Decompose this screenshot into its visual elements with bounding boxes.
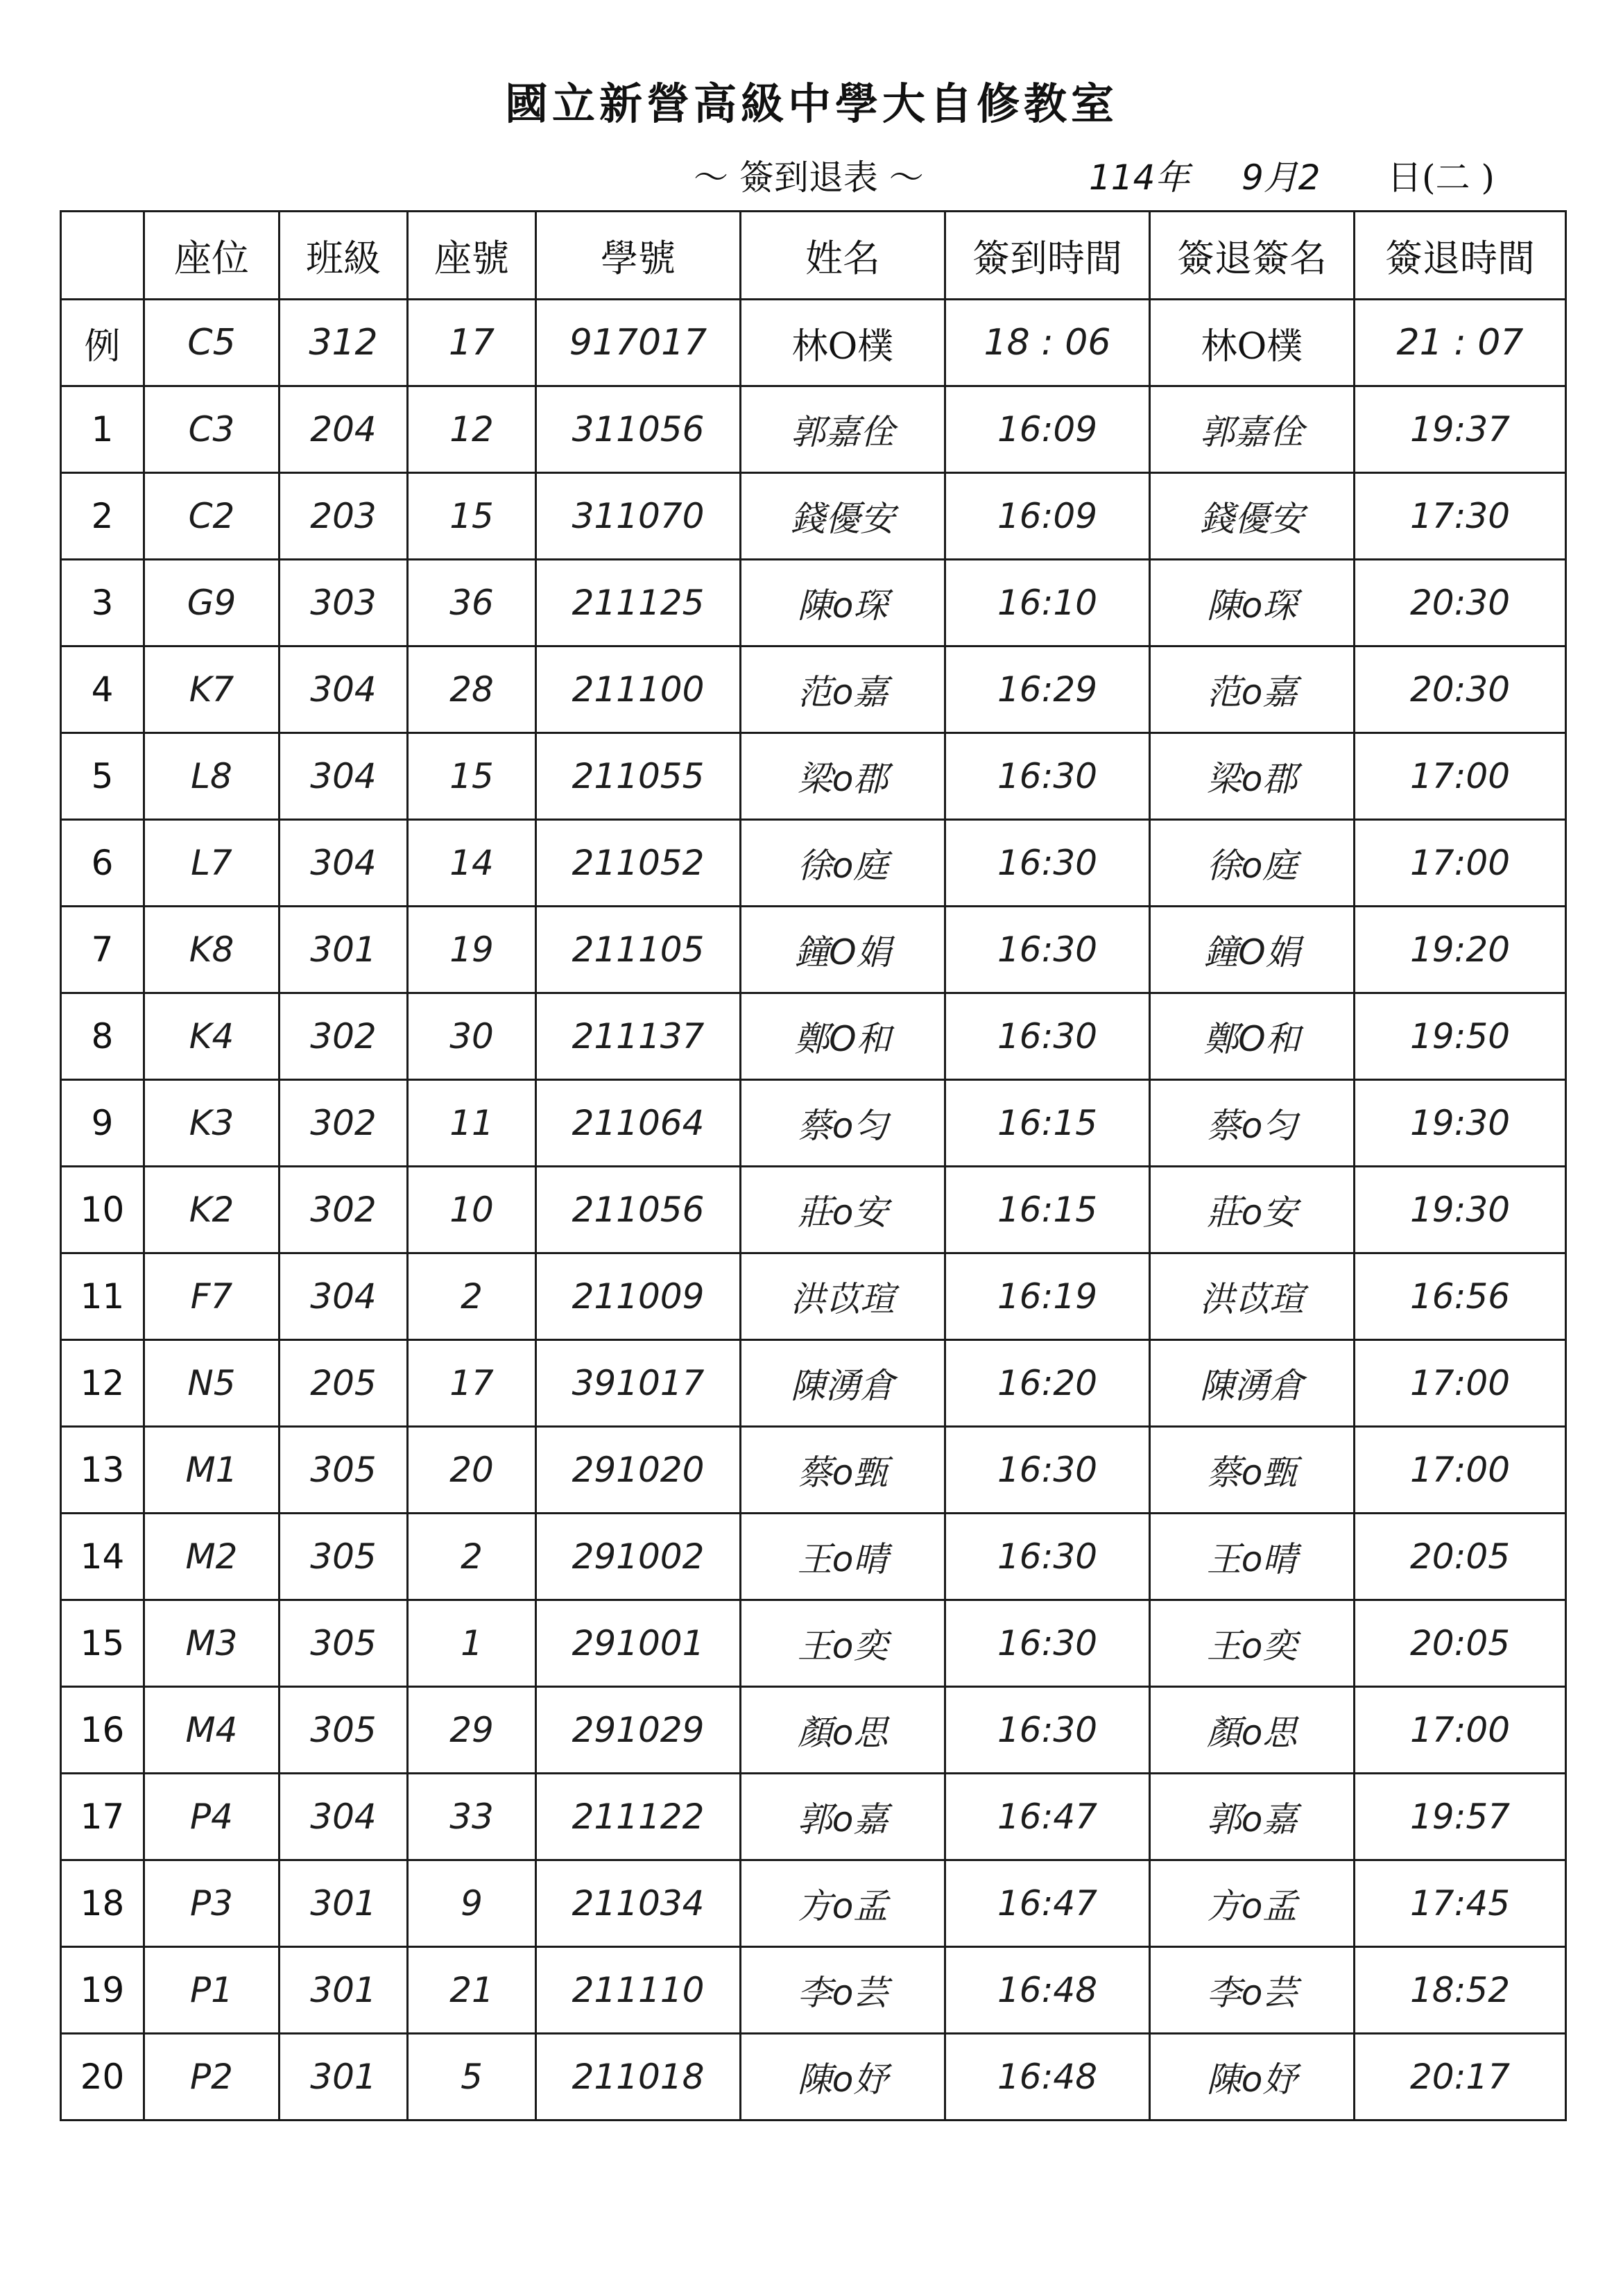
col-header-seat: 座位 bbox=[144, 212, 280, 300]
row-checkin: 16:30 bbox=[945, 1687, 1150, 1774]
row-name: 陳o琛 bbox=[741, 560, 945, 646]
col-header-checkin: 簽到時間 bbox=[945, 212, 1150, 300]
row-signout-name: 陳o妤 bbox=[1150, 2034, 1355, 2121]
row-checkin: 16:15 bbox=[945, 1080, 1150, 1167]
row-seat-no: 2 bbox=[408, 1514, 536, 1600]
row-checkout: 19:50 bbox=[1355, 993, 1566, 1080]
row-name: 莊o安 bbox=[741, 1167, 945, 1253]
row-seat-no: 12 bbox=[408, 386, 536, 473]
row-checkin: 16:48 bbox=[945, 1947, 1150, 2034]
row-class: 304 bbox=[280, 1774, 408, 1860]
col-header-class: 班級 bbox=[280, 212, 408, 300]
row-name: 鄭O和 bbox=[741, 993, 945, 1080]
row-seat-no: 30 bbox=[408, 993, 536, 1080]
row-no: 19 bbox=[61, 1947, 144, 2034]
row-name: 鐘O娟 bbox=[741, 907, 945, 993]
row-seat: K3 bbox=[144, 1080, 280, 1167]
row-signout-name: 顏o思 bbox=[1150, 1687, 1355, 1774]
table-row bbox=[61, 1167, 1566, 1253]
row-no: 6 bbox=[61, 820, 144, 907]
example-student-id: 917017 bbox=[536, 300, 741, 386]
table-row bbox=[61, 1340, 1566, 1427]
row-no: 4 bbox=[61, 646, 144, 733]
row-class: 302 bbox=[280, 1080, 408, 1167]
row-name: 范o嘉 bbox=[741, 646, 945, 733]
row-signout-name: 洪苡瑄 bbox=[1150, 1253, 1355, 1340]
row-no: 8 bbox=[61, 993, 144, 1080]
row-checkout: 19:57 bbox=[1355, 1774, 1566, 1860]
row-student-id: 291002 bbox=[536, 1514, 741, 1600]
row-signout-name: 鐘O娟 bbox=[1150, 907, 1355, 993]
row-student-id: 211018 bbox=[536, 2034, 741, 2121]
sheet-title: 國立新營高級中學大自修教室 bbox=[504, 78, 1118, 129]
row-seat-no: 14 bbox=[408, 820, 536, 907]
row-seat: G9 bbox=[144, 560, 280, 646]
row-name: 陳o妤 bbox=[741, 2034, 945, 2121]
row-seat-no: 29 bbox=[408, 1687, 536, 1774]
col-header-no bbox=[61, 212, 144, 300]
row-checkout: 17:00 bbox=[1355, 1687, 1566, 1774]
row-signout-name: 陳o琛 bbox=[1150, 560, 1355, 646]
row-student-id: 211055 bbox=[536, 733, 741, 820]
row-checkin: 16:30 bbox=[945, 1427, 1150, 1514]
row-signout-name: 徐o庭 bbox=[1150, 820, 1355, 907]
row-seat-no: 9 bbox=[408, 1860, 536, 1947]
row-student-id: 211137 bbox=[536, 993, 741, 1080]
row-no: 13 bbox=[61, 1427, 144, 1514]
row-name: 郭嘉佺 bbox=[741, 386, 945, 473]
date-day: 日(二 ) bbox=[1387, 157, 1495, 198]
row-student-id: 391017 bbox=[536, 1340, 741, 1427]
table-row bbox=[61, 993, 1566, 1080]
row-checkin: 16:30 bbox=[945, 907, 1150, 993]
row-student-id: 211056 bbox=[536, 1167, 741, 1253]
col-header-name: 姓名 bbox=[741, 212, 945, 300]
row-name: 郭o嘉 bbox=[741, 1774, 945, 1860]
row-checkout: 16:56 bbox=[1355, 1253, 1566, 1340]
row-seat: K4 bbox=[144, 993, 280, 1080]
row-checkout: 17:00 bbox=[1355, 1427, 1566, 1514]
row-class: 301 bbox=[280, 2034, 408, 2121]
row-seat: C3 bbox=[144, 386, 280, 473]
row-class: 305 bbox=[280, 1427, 408, 1514]
row-no: 3 bbox=[61, 560, 144, 646]
row-checkout: 17:00 bbox=[1355, 820, 1566, 907]
table-row bbox=[61, 1947, 1566, 2034]
row-no: 14 bbox=[61, 1514, 144, 1600]
row-no: 20 bbox=[61, 2034, 144, 2121]
row-no: 16 bbox=[61, 1687, 144, 1774]
table-row bbox=[61, 560, 1566, 646]
row-checkin: 16:15 bbox=[945, 1167, 1150, 1253]
table-row bbox=[61, 1600, 1566, 1687]
row-signout-name: 蔡o匀 bbox=[1150, 1080, 1355, 1167]
row-name: 陳湧倉 bbox=[741, 1340, 945, 1427]
row-checkout: 19:37 bbox=[1355, 386, 1566, 473]
row-seat: M4 bbox=[144, 1687, 280, 1774]
row-student-id: 211034 bbox=[536, 1860, 741, 1947]
row-seat-no: 17 bbox=[408, 1340, 536, 1427]
signin-table bbox=[60, 210, 1567, 2121]
row-seat: M1 bbox=[144, 1427, 280, 1514]
row-no: 2 bbox=[61, 473, 144, 560]
row-seat: M2 bbox=[144, 1514, 280, 1600]
row-student-id: 211105 bbox=[536, 907, 741, 993]
row-class: 305 bbox=[280, 1687, 408, 1774]
row-class: 301 bbox=[280, 907, 408, 993]
row-signout-name: 錢優安 bbox=[1150, 473, 1355, 560]
row-name: 王o奕 bbox=[741, 1600, 945, 1687]
row-checkin: 16:29 bbox=[945, 646, 1150, 733]
row-class: 304 bbox=[280, 733, 408, 820]
row-signout-name: 李o芸 bbox=[1150, 1947, 1355, 2034]
row-seat-no: 21 bbox=[408, 1947, 536, 2034]
table-row bbox=[61, 733, 1566, 820]
row-signout-name: 郭嘉佺 bbox=[1150, 386, 1355, 473]
row-student-id: 211122 bbox=[536, 1774, 741, 1860]
col-header-seat-no: 座號 bbox=[408, 212, 536, 300]
row-class: 301 bbox=[280, 1947, 408, 2034]
row-checkout: 20:05 bbox=[1355, 1514, 1566, 1600]
col-header-signout-name: 簽退簽名 bbox=[1150, 212, 1355, 300]
example-checkout: 21 : 07 bbox=[1355, 300, 1566, 386]
row-student-id: 311070 bbox=[536, 473, 741, 560]
row-class: 302 bbox=[280, 1167, 408, 1253]
table-row bbox=[61, 646, 1566, 733]
table-row bbox=[61, 1687, 1566, 1774]
header-row bbox=[61, 212, 1566, 300]
example-seat: C5 bbox=[144, 300, 280, 386]
date-month: 9月2 bbox=[1242, 157, 1321, 198]
row-seat: K7 bbox=[144, 646, 280, 733]
row-class: 305 bbox=[280, 1600, 408, 1687]
row-checkout: 19:30 bbox=[1355, 1167, 1566, 1253]
row-seat-no: 33 bbox=[408, 1774, 536, 1860]
row-seat-no: 5 bbox=[408, 2034, 536, 2121]
table-row bbox=[61, 1253, 1566, 1340]
row-seat-no: 1 bbox=[408, 1600, 536, 1687]
row-seat: F7 bbox=[144, 1253, 280, 1340]
example-class: 312 bbox=[280, 300, 408, 386]
row-checkout: 18:52 bbox=[1355, 1947, 1566, 2034]
row-class: 304 bbox=[280, 646, 408, 733]
row-student-id: 211064 bbox=[536, 1080, 741, 1167]
row-seat: P1 bbox=[144, 1947, 280, 2034]
row-class: 203 bbox=[280, 473, 408, 560]
row-name: 錢優安 bbox=[741, 473, 945, 560]
row-name: 方o孟 bbox=[741, 1860, 945, 1947]
row-seat-no: 36 bbox=[408, 560, 536, 646]
table-row bbox=[61, 820, 1566, 907]
row-seat: M3 bbox=[144, 1600, 280, 1687]
row-checkout: 17:00 bbox=[1355, 1340, 1566, 1427]
row-seat: L8 bbox=[144, 733, 280, 820]
row-signout-name: 郭o嘉 bbox=[1150, 1774, 1355, 1860]
row-checkin: 16:19 bbox=[945, 1253, 1150, 1340]
row-signout-name: 莊o安 bbox=[1150, 1167, 1355, 1253]
sheet-subtitle: ～ 簽到退表 ～ bbox=[694, 157, 924, 198]
row-signout-name: 王o奕 bbox=[1150, 1600, 1355, 1687]
row-seat-no: 20 bbox=[408, 1427, 536, 1514]
row-seat: K2 bbox=[144, 1167, 280, 1253]
row-student-id: 291001 bbox=[536, 1600, 741, 1687]
row-checkin: 16:09 bbox=[945, 386, 1150, 473]
row-seat: P4 bbox=[144, 1774, 280, 1860]
row-no: 12 bbox=[61, 1340, 144, 1427]
row-class: 304 bbox=[280, 820, 408, 907]
row-student-id: 291029 bbox=[536, 1687, 741, 1774]
row-seat: C2 bbox=[144, 473, 280, 560]
table-row bbox=[61, 386, 1566, 473]
row-class: 304 bbox=[280, 1253, 408, 1340]
row-checkout: 20:30 bbox=[1355, 646, 1566, 733]
example-seat-no: 17 bbox=[408, 300, 536, 386]
row-student-id: 291020 bbox=[536, 1427, 741, 1514]
row-no: 7 bbox=[61, 907, 144, 993]
row-checkin: 16:30 bbox=[945, 1514, 1150, 1600]
table-row bbox=[61, 1514, 1566, 1600]
example-row bbox=[61, 300, 1566, 386]
row-signout-name: 范o嘉 bbox=[1150, 646, 1355, 733]
row-checkin: 16:30 bbox=[945, 1600, 1150, 1687]
row-signout-name: 陳湧倉 bbox=[1150, 1340, 1355, 1427]
row-seat: P3 bbox=[144, 1860, 280, 1947]
table-row bbox=[61, 907, 1566, 993]
row-no: 5 bbox=[61, 733, 144, 820]
row-checkin: 16:47 bbox=[945, 1774, 1150, 1860]
row-seat-no: 19 bbox=[408, 907, 536, 993]
row-no: 9 bbox=[61, 1080, 144, 1167]
row-class: 305 bbox=[280, 1514, 408, 1600]
row-seat-no: 28 bbox=[408, 646, 536, 733]
example-checkin: 18 : 06 bbox=[945, 300, 1150, 386]
row-checkout: 20:30 bbox=[1355, 560, 1566, 646]
row-student-id: 211100 bbox=[536, 646, 741, 733]
table-row bbox=[61, 1860, 1566, 1947]
row-checkin: 16:09 bbox=[945, 473, 1150, 560]
row-name: 顏o思 bbox=[741, 1687, 945, 1774]
row-checkout: 19:30 bbox=[1355, 1080, 1566, 1167]
row-no: 1 bbox=[61, 386, 144, 473]
row-student-id: 211009 bbox=[536, 1253, 741, 1340]
row-seat: K8 bbox=[144, 907, 280, 993]
row-student-id: 211125 bbox=[536, 560, 741, 646]
row-signout-name: 蔡o甄 bbox=[1150, 1427, 1355, 1514]
row-class: 303 bbox=[280, 560, 408, 646]
row-checkout: 17:45 bbox=[1355, 1860, 1566, 1947]
row-checkout: 17:30 bbox=[1355, 473, 1566, 560]
example-name: 林O樸 bbox=[741, 300, 945, 386]
row-seat-no: 15 bbox=[408, 733, 536, 820]
example-no: 例 bbox=[61, 300, 144, 386]
row-name: 王o晴 bbox=[741, 1514, 945, 1600]
row-signout-name: 王o晴 bbox=[1150, 1514, 1355, 1600]
col-header-student-id: 學號 bbox=[536, 212, 741, 300]
row-seat: L7 bbox=[144, 820, 280, 907]
row-signout-name: 梁o郡 bbox=[1150, 733, 1355, 820]
row-checkin: 16:30 bbox=[945, 820, 1150, 907]
row-seat: P2 bbox=[144, 2034, 280, 2121]
row-checkin: 16:20 bbox=[945, 1340, 1150, 1427]
row-signout-name: 鄭O和 bbox=[1150, 993, 1355, 1080]
row-seat-no: 10 bbox=[408, 1167, 536, 1253]
col-header-checkout: 簽退時間 bbox=[1355, 212, 1566, 300]
row-signout-name: 方o孟 bbox=[1150, 1860, 1355, 1947]
row-class: 302 bbox=[280, 993, 408, 1080]
row-name: 洪苡瑄 bbox=[741, 1253, 945, 1340]
row-no: 15 bbox=[61, 1600, 144, 1687]
table-row bbox=[61, 473, 1566, 560]
row-checkout: 20:17 bbox=[1355, 2034, 1566, 2121]
row-no: 11 bbox=[61, 1253, 144, 1340]
table-row bbox=[61, 1427, 1566, 1514]
date-year: 114年 bbox=[1089, 157, 1190, 198]
row-no: 17 bbox=[61, 1774, 144, 1860]
row-name: 蔡o匀 bbox=[741, 1080, 945, 1167]
row-no: 18 bbox=[61, 1860, 144, 1947]
row-checkout: 19:20 bbox=[1355, 907, 1566, 993]
row-checkout: 20:05 bbox=[1355, 1600, 1566, 1687]
row-seat: N5 bbox=[144, 1340, 280, 1427]
row-student-id: 211110 bbox=[536, 1947, 741, 2034]
row-class: 204 bbox=[280, 386, 408, 473]
table-row bbox=[61, 1774, 1566, 1860]
row-class: 205 bbox=[280, 1340, 408, 1427]
row-checkout: 17:00 bbox=[1355, 733, 1566, 820]
row-student-id: 311056 bbox=[536, 386, 741, 473]
row-checkin: 16:10 bbox=[945, 560, 1150, 646]
row-no: 10 bbox=[61, 1167, 144, 1253]
example-signout-name: 林O樸 bbox=[1150, 300, 1355, 386]
row-checkin: 16:30 bbox=[945, 993, 1150, 1080]
row-name: 梁o郡 bbox=[741, 733, 945, 820]
row-name: 李o芸 bbox=[741, 1947, 945, 2034]
row-checkin: 16:48 bbox=[945, 2034, 1150, 2121]
row-seat-no: 11 bbox=[408, 1080, 536, 1167]
row-class: 301 bbox=[280, 1860, 408, 1947]
row-name: 蔡o甄 bbox=[741, 1427, 945, 1514]
row-student-id: 211052 bbox=[536, 820, 741, 907]
row-checkin: 16:30 bbox=[945, 733, 1150, 820]
table-row bbox=[61, 1080, 1566, 1167]
table-row bbox=[61, 2034, 1566, 2121]
row-name: 徐o庭 bbox=[741, 820, 945, 907]
row-seat-no: 15 bbox=[408, 473, 536, 560]
row-seat-no: 2 bbox=[408, 1253, 536, 1340]
row-checkin: 16:47 bbox=[945, 1860, 1150, 1947]
